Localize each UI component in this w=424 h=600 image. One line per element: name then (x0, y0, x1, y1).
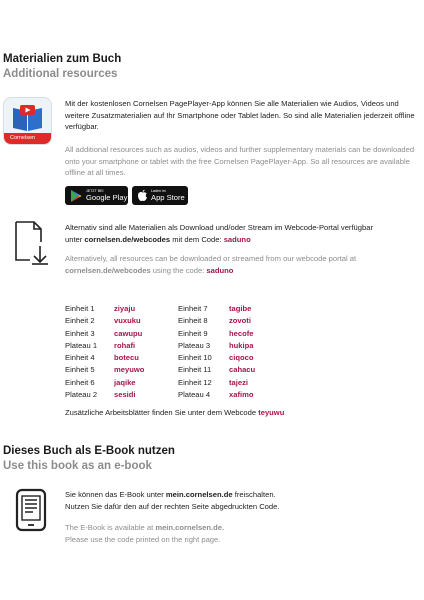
unit-code: ciqoco (229, 353, 254, 363)
ebook-reader-icon (13, 488, 49, 532)
unit-code: rohafi (114, 340, 136, 350)
google-play-button[interactable] (65, 186, 128, 205)
unit-code: tagibe (229, 304, 252, 313)
app-store-big: App Store (151, 192, 185, 202)
app-text-en: All additional resources such as audios, videos and further supplementary materials can be downloaded onto your smartphone or tablet with the free Cornelsen PagePlayer-App. So all resources are available offline at all times. (65, 145, 415, 177)
unit-label: Einheit 10 (178, 353, 212, 363)
unit-code: cahacu (229, 365, 256, 375)
google-play-big: Google Play (86, 192, 128, 202)
unit-label: Einheit 3 (65, 328, 95, 338)
webcode-link-en[interactable]: cornelsen.de/webcodes (65, 265, 151, 275)
download-document-icon (10, 220, 52, 266)
pageplayer-app-icon (4, 98, 51, 144)
unit-label: Einheit 6 (65, 377, 95, 387)
unit-code: hukipa (229, 340, 254, 350)
unit-code: sesidi (114, 390, 136, 400)
unit-code: ziyaju (114, 304, 136, 313)
section-title-de: Materialien zum Buch (3, 53, 122, 65)
unit-label: Einheit 12 (178, 377, 212, 387)
unit-label: Plateau 2 (65, 390, 98, 400)
webcode-code-de: saduno (223, 234, 251, 244)
ebook-text-en: The E-Book is available at mein.cornelsen.de. Please use the code printed on the right page. (65, 523, 225, 544)
worksheets-text: Zusätzliche Arbeitsblätter finden Sie unter dem Webcode teyuwu (65, 408, 285, 417)
unit-codes-table (65, 303, 289, 401)
ebook-link-de[interactable]: mein.cornelsen.de (165, 490, 233, 499)
unit-label: Plateau 4 (178, 390, 211, 400)
unit-code: xafimo (229, 390, 254, 400)
section-title-en: Additional resources (3, 68, 118, 80)
unit-code: botecu (114, 353, 139, 363)
app-store-small: Laden im (151, 188, 166, 193)
apple-icon (137, 189, 148, 202)
unit-code: meyuwo (114, 365, 145, 375)
webcode-text-de: Alternativ sind alle Materialien als Download und/oder Stream im Webcode-Portal verfügbar unter cornelsen.de/webcodes mit dem Code: saduno (65, 223, 373, 244)
unit-label: Einheit 2 (65, 316, 95, 326)
unit-code: cawupu (114, 328, 143, 338)
unit-label: Einheit 9 (178, 328, 208, 338)
unit-label: Einheit 1 (65, 304, 95, 313)
ebook-title-en: Use this book as an e-book (3, 460, 152, 472)
unit-label: Einheit 5 (65, 365, 95, 375)
unit-label: Einheit 7 (178, 304, 208, 313)
google-play-icon (69, 189, 83, 203)
unit-label: Einheit 4 (65, 353, 95, 363)
worksheets-code: teyuwu (258, 408, 285, 417)
unit-code: hecofe (229, 328, 254, 338)
unit-code: vuxuku (114, 316, 141, 326)
webcode-link-de[interactable]: cornelsen.de/webcodes (84, 234, 171, 244)
app-store-button[interactable] (132, 186, 188, 205)
google-play-small: JETZT BEI (86, 188, 104, 193)
webcode-text-en: Alternatively, all resources can be downloaded or streamed from our webcode portal at cornelsen.de/webcodes using the code: saduno (65, 254, 357, 275)
ebook-link-en[interactable]: mein.cornelsen.de. (155, 523, 225, 532)
unit-code: tajezi (229, 377, 248, 387)
unit-label: Plateau 3 (178, 340, 211, 350)
unit-label: Plateau 1 (65, 340, 98, 350)
webcode-code-en: saduno (206, 265, 234, 275)
unit-label: Einheit 11 (178, 365, 212, 375)
unit-code: jaqike (114, 377, 136, 387)
ebook-title-de: Dieses Buch als E-Book nutzen (3, 445, 175, 457)
app-text-de: Mit der kostenlosen Cornelsen PagePlayer-App können Sie alle Materialien wie Audios, Videos und weitere Zusatzmaterialien auf Ihr Smartphone oder Tablet laden. So sind alle Materialien jederzeit offline verfügbar. (65, 99, 415, 131)
app-icon-label: Cornelsen (10, 135, 36, 141)
unit-label: Einheit 8 (178, 316, 208, 326)
unit-code: zovoti (229, 316, 251, 326)
ebook-text-de: Sie können das E-Book unter mein.cornelsen.de freischalten. Nutzen Sie dafür den auf der rechten Seite abgedruckten Code. (65, 490, 280, 511)
